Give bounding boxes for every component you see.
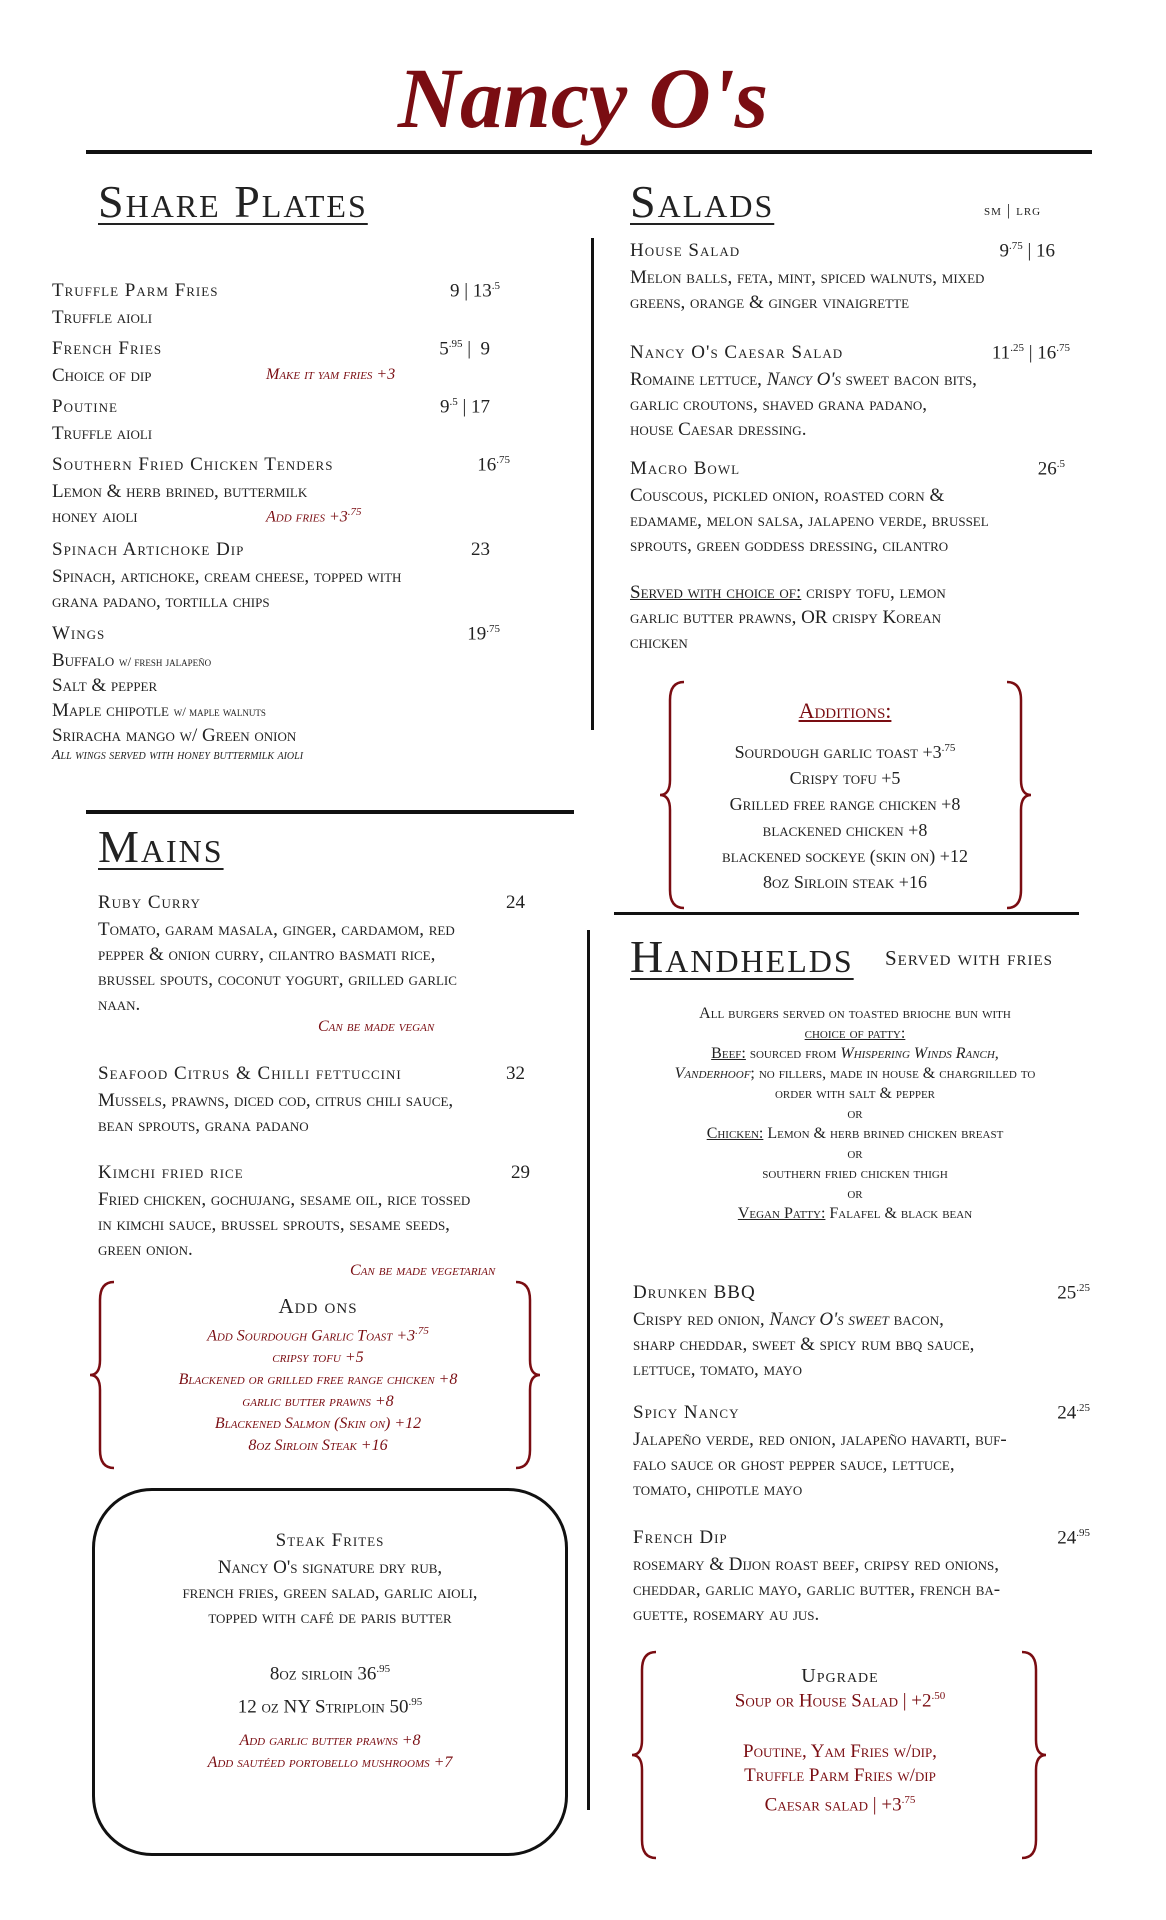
kimchi-name: Kimchi fried rice <box>98 1162 244 1183</box>
addition-item: Sourdough garlic toast $+3^{.75}$ <box>734 742 956 762</box>
ruby-curry-price: 24 <box>506 892 525 913</box>
macro-bowl-name: Macro Bowl <box>630 458 741 479</box>
share-plates-title: Share Plates <box>98 176 368 227</box>
wings-maple: Maple chipotle w/ maple walnuts <box>52 700 266 721</box>
poutine-desc: Truffle aioli <box>52 423 153 444</box>
addon-item: Blackened Salmon (Skin on) +12 <box>214 1415 422 1433</box>
wings-salt-pepper: Salt & pepper <box>52 675 158 696</box>
kimchi-desc-2: in kimchi sauce, brussel sprouts, sesame seeds, <box>98 1214 450 1235</box>
addition-item: blackened sockeye (skin on) +12 <box>722 846 968 866</box>
seafood-name: Seafood Citrus & Chilli fettuccini <box>98 1063 402 1084</box>
drunken-bbq-name: Drunken BBQ <box>633 1282 756 1303</box>
french-fries-price: $5^{.95}$ | 9 <box>439 338 490 360</box>
caesar-salad-name: Nancy O's Caesar Salad <box>630 342 844 363</box>
addition-item: blackened chicken +8 <box>762 820 928 840</box>
additions-left-brace <box>658 680 688 910</box>
house-salad-desc-2: greens, orange & ginger vinaigrette <box>630 292 910 313</box>
steak-desc-line: french fries, green salad, garlic aioli, <box>182 1582 478 1603</box>
ruby-curry-desc-3: brussel spouts, coconut yogurt, grilled garlic <box>98 969 457 990</box>
spinach-dip-desc-2: grana padano, tortilla chips <box>52 591 270 612</box>
handhelds-title: Handhelds <box>630 931 854 982</box>
addon-item: 8oz Sirloin Steak +16 <box>248 1437 388 1455</box>
addition-item: Crispy tofu +5 <box>789 768 901 788</box>
spicy-nancy-desc-2: falo sauce or ghost pepper sauce, lettuce, <box>633 1454 955 1475</box>
wings-buffalo: Buffalo w/ fresh jalapeño <box>52 650 212 671</box>
spicy-nancy-desc-1: Jalapeño verde, red onion, jalapeño havarti, buf- <box>633 1429 1007 1450</box>
wings-sriracha: Sriracha mango w/ Green onion <box>52 725 297 746</box>
upgrade-left-brace <box>630 1650 660 1860</box>
ruby-curry-desc-4: naan. <box>98 994 141 1015</box>
handhelds-divider <box>614 912 1079 915</box>
steak-addons <box>95 1730 565 1774</box>
seafood-desc-2: bean sprouts, grana padano <box>98 1115 309 1136</box>
addon-item: Blackened or grilled free range chicken +8 <box>178 1371 458 1389</box>
kimchi-price: 29 <box>511 1162 530 1183</box>
french-fries-note: Make it yam fries +3 <box>266 366 396 383</box>
french-dip-desc-1: rosemary & Dijon roast beef, cripsy red onions, <box>633 1554 999 1575</box>
intro-line: All burgers served on toasted brioche bun with <box>699 1005 1011 1022</box>
drunken-bbq-desc-1: Crispy red onion, Nancy O's sweet bacon, <box>633 1309 944 1330</box>
house-salad-name: House Salad <box>630 240 741 261</box>
spinach-dip-desc-1: Spinach, artichoke, cream cheese, topped with <box>52 566 402 587</box>
macro-bowl-desc-1: Couscous, pickled onion, roasted corn & <box>630 485 945 506</box>
truffle-fries-price: 9 | $13^{.5}$ <box>449 280 500 302</box>
top-divider <box>86 150 1092 154</box>
burger-intro <box>625 1004 1085 1224</box>
steak-frites-title: Steak Frites <box>275 1530 385 1551</box>
addons-left-brace <box>88 1280 118 1470</box>
caesar-salad-desc-3: house Caesar dressing. <box>630 419 807 440</box>
wings-footnote: All wings served with honey buttermilk aioli <box>52 748 304 763</box>
or-separator: or <box>847 1105 863 1122</box>
addon-item: cripsy tofu +5 <box>272 1349 364 1367</box>
tenders-desc-2: honey aioli <box>52 506 138 527</box>
upgrade-line-1: Soup or House Salad | $+2^{.50}$ <box>734 1690 946 1712</box>
additions-title: Additions: <box>798 698 892 723</box>
steak-desc-line: Nancy O's signature dry rub, <box>217 1557 443 1578</box>
drunken-bbq-price: $25^{.25}$ <box>1057 1282 1090 1304</box>
intro-line: choice of patty: <box>804 1025 906 1042</box>
drunken-bbq-desc-2: sharp cheddar, sweet & spicy rum bbq sauce, <box>633 1334 975 1355</box>
spicy-nancy-desc-3: tomato, chipotle mayo <box>633 1479 803 1500</box>
steak-addon: Add garlic butter prawns +8 <box>239 1732 421 1749</box>
french-fries-desc: Choice of dip <box>52 365 152 386</box>
addon-item: garlic butter prawns +8 <box>242 1393 394 1411</box>
french-dip-desc-3: guette, rosemary au jus. <box>633 1604 820 1625</box>
salad-choice-1: Served with choice of: crispy tofu, lemon <box>630 582 946 603</box>
addition-item: Grilled free range chicken +8 <box>729 794 961 814</box>
ruby-curry-desc-2: pepper & onion curry, cilantro basmati rice, <box>98 944 436 965</box>
truffle-fries-name: Truffle Parm Fries <box>52 280 219 301</box>
steak-desc-line: topped with café de paris butter <box>208 1607 452 1628</box>
tenders-desc-1: Lemon & herb brined, buttermilk <box>52 481 308 502</box>
house-salad-price: $9^{.75}$ | 16 <box>999 240 1055 262</box>
caesar-salad-price: $11^{.25}$ | $16^{.75}$ <box>991 342 1070 364</box>
seafood-desc-1: Mussels, prawns, diced cod, citrus chili sauce, <box>98 1090 454 1111</box>
vertical-divider-upper <box>591 238 594 730</box>
macro-bowl-desc-2: edamame, melon salsa, jalapeno verde, brussel <box>630 510 989 531</box>
restaurant-logo: Nancy O's <box>397 50 769 146</box>
salads-title: Salads <box>630 176 775 227</box>
addons-list <box>118 1320 518 1457</box>
drunken-bbq-desc-3: lettuce, tomato, mayo <box>633 1359 802 1380</box>
spinach-dip-price: 23 <box>471 539 490 560</box>
steak-option: 8oz sirloin $36^{.95}$ <box>269 1663 391 1685</box>
chicken-line: Chicken: Lemon & herb brined chicken breast <box>706 1125 1004 1142</box>
addons-title: Add ons <box>278 1294 358 1318</box>
mains-divider <box>86 810 574 814</box>
macro-bowl-price: $26^{.5}$ <box>1037 458 1065 480</box>
beef-line-2: Vanderhoof; no fillers, made in house & chargrilled to <box>674 1065 1036 1082</box>
beef-line-3: order with salt & pepper <box>774 1085 936 1102</box>
tenders-price: $16^{.75}$ <box>477 454 510 476</box>
steak-frites-desc <box>95 1555 565 1630</box>
steak-options <box>95 1655 565 1722</box>
wings-price: $19^{.75}$ <box>467 623 500 645</box>
kimchi-note: Can be made vegetarian <box>350 1262 496 1279</box>
seafood-price: 32 <box>506 1063 525 1084</box>
or-separator: or <box>847 1185 863 1202</box>
ruby-curry-desc-1: Tomato, garam masala, ginger, cardamom, red <box>98 919 455 940</box>
ruby-curry-note: Can be made vegan <box>318 1018 435 1035</box>
french-dip-name: French Dip <box>633 1527 728 1548</box>
additions-right-brace <box>1003 680 1033 910</box>
handhelds-subtitle: Served with fries <box>885 946 1053 970</box>
steak-addon: Add sautéed portobello mushrooms +7 <box>207 1754 453 1771</box>
kimchi-desc-3: green onion. <box>98 1239 193 1260</box>
vegan-line: Vegan Patty: Falafel & black bean <box>737 1205 973 1222</box>
additions-list <box>690 735 1000 895</box>
salads-sizes: sm | lrg <box>984 202 1042 219</box>
tenders-note: Add fries $+3^{.75}$ <box>266 506 362 526</box>
spinach-dip-name: Spinach Artichoke Dip <box>52 539 245 560</box>
poutine-price: $9^{.5}$ | 17 <box>439 396 490 418</box>
mains-title: Mains <box>98 821 224 872</box>
poutine-name: Poutine <box>52 396 118 417</box>
addon-item: Add Sourdough Garlic Toast $+3^{.75}$ <box>207 1325 429 1345</box>
salad-choice-2: garlic butter prawns, OR crispy Korean <box>630 607 941 628</box>
spicy-nancy-price: $24^{.25}$ <box>1057 1402 1090 1424</box>
addition-item: 8oz Sirloin steak +16 <box>763 872 927 892</box>
vertical-divider-lower <box>587 930 590 1810</box>
kimchi-desc-1: Fried chicken, gochujang, sesame oil, rice tossed <box>98 1189 471 1210</box>
french-fries-name: French Fries <box>52 338 163 359</box>
upgrade-option: Caesar salad | $+3^{.75}$ <box>764 1794 916 1816</box>
southern-line: southern fried chicken thigh <box>762 1165 948 1182</box>
wings-name: Wings <box>52 623 106 644</box>
caesar-salad-desc-2: garlic croutons, shaved grana padano, <box>630 394 927 415</box>
steak-option: 12 oz NY Striploin $50^{.95}$ <box>237 1696 423 1718</box>
upgrade-title: Upgrade <box>801 1665 879 1687</box>
beef-line: Beef: sourced from Whispering Winds Ranch, <box>711 1045 999 1062</box>
caesar-salad-desc-1: Romaine lettuce, Nancy O's sweet bacon bits, <box>630 369 977 390</box>
spicy-nancy-name: Spicy Nancy <box>633 1402 740 1423</box>
french-dip-price: $24^{.95}$ <box>1057 1527 1090 1549</box>
upgrade-option: Poutine, Yam Fries w/dip, <box>743 1741 937 1762</box>
macro-bowl-desc-3: sprouts, green goddess dressing, cilantro <box>630 535 949 556</box>
salad-choice-3: chicken <box>630 632 688 653</box>
truffle-fries-desc: Truffle aioli <box>52 307 153 328</box>
french-dip-desc-2: cheddar, garlic mayo, garlic butter, french ba- <box>633 1579 1001 1600</box>
upgrade-right-brace <box>1018 1650 1048 1860</box>
upgrade-options <box>660 1740 1020 1817</box>
upgrade-option: Truffle Parm Fries w/dip <box>744 1765 936 1786</box>
ruby-curry-name: Ruby Curry <box>98 892 201 913</box>
or-separator: or <box>847 1145 863 1162</box>
house-salad-desc-1: Melon balls, feta, mint, spiced walnuts, mixed <box>630 267 985 288</box>
tenders-name: Southern Fried Chicken Tenders <box>52 454 334 475</box>
